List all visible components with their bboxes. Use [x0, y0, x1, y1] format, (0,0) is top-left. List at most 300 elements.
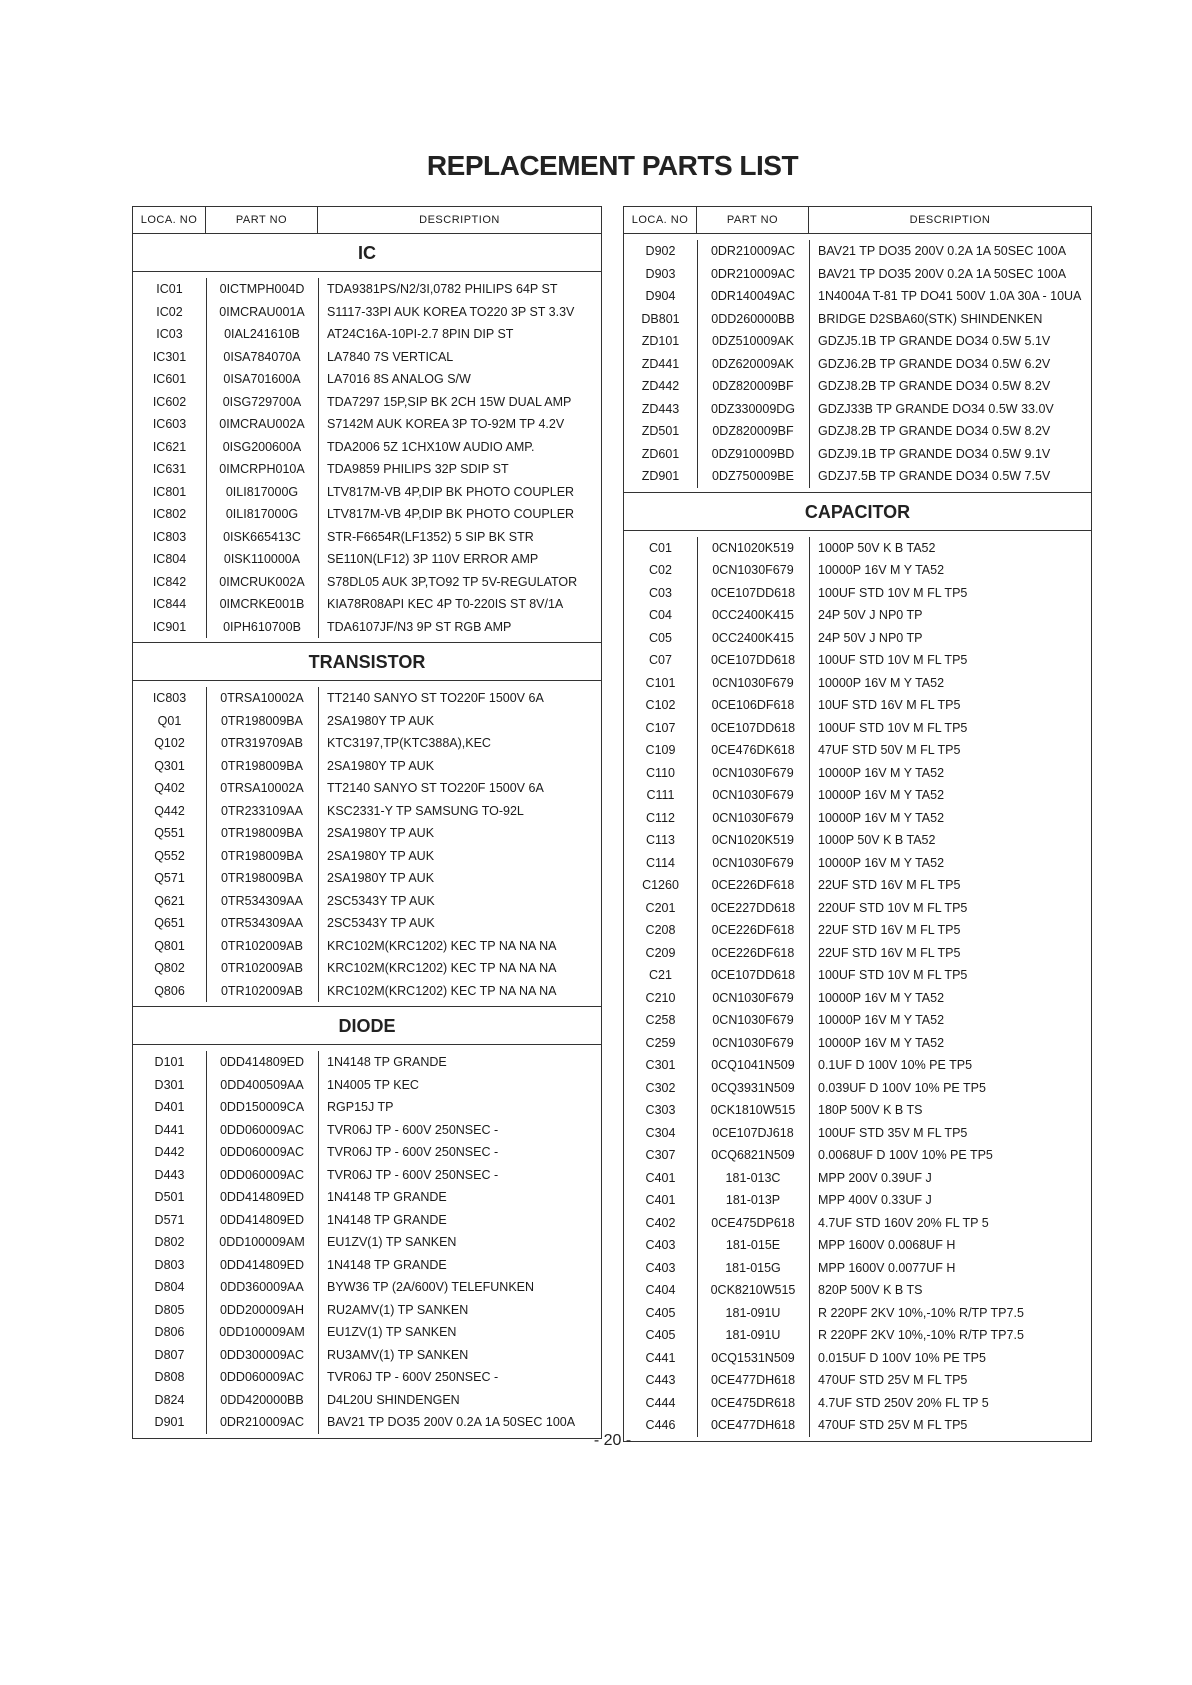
table-row: [133, 1074, 601, 1097]
part-no-cell: 0CQ3931N509: [711, 1080, 795, 1095]
part-no-cell: 0IMCRUK002A: [219, 574, 305, 589]
description-cell: KRC102M(KRC1202) KEC TP NA NA NA: [327, 983, 557, 998]
table-row: [133, 526, 601, 549]
table-row: [624, 1032, 1091, 1055]
description-cell: 10000P 16V M Y TA52: [818, 1035, 945, 1050]
part-no-cell: 0ISG729700A: [222, 394, 302, 409]
description-cell: TVR06J TP - 600V 250NSEC -: [327, 1145, 499, 1160]
table-header: [133, 207, 601, 234]
part-no-cell: 0CE477DH618: [710, 1373, 796, 1388]
table-row: [133, 1344, 601, 1367]
loca-no-cell: C111: [646, 788, 675, 803]
part-no-cell: 0CN1030F679: [712, 765, 794, 780]
loca-no-cell: C405: [645, 1328, 676, 1343]
description-cell: SE110N(LF12) 3P 110V ERROR AMP: [327, 552, 539, 567]
description-cell: LA7016 8S ANALOG S/W: [327, 372, 471, 387]
description-cell: 1000P 50V K B TA52: [818, 540, 936, 555]
loca-no-cell: C444: [645, 1395, 676, 1410]
table-row: [624, 1302, 1091, 1325]
table-row: [133, 548, 601, 571]
loca-no-cell: C110: [646, 765, 675, 780]
part-no-cell: 0ISK110000A: [223, 552, 301, 567]
part-no-cell: 0CN1030F679: [712, 990, 794, 1005]
table-row: [624, 1167, 1091, 1190]
part-no-cell: 0TRSA10002A: [220, 691, 304, 706]
loca-no-cell: D904: [645, 289, 676, 304]
part-no-cell: 0TR319709AB: [220, 736, 303, 751]
part-no-cell: 0DD414809ED: [219, 1190, 305, 1205]
loca-no-cell: D807: [154, 1347, 185, 1362]
loca-no-cell: D806: [154, 1325, 185, 1340]
loca-no-cell: C113: [646, 833, 675, 848]
table-row: [624, 398, 1091, 421]
part-no-cell: 0DD400509AA: [220, 1077, 304, 1092]
part-no-cell: 0CE226DF618: [711, 878, 795, 893]
loca-no-cell: C307: [645, 1148, 676, 1163]
table-row: [133, 822, 601, 845]
section-rows: [133, 272, 601, 643]
description-cell: 47UF STD 50V M FL TP5: [818, 743, 961, 758]
table-row: [133, 323, 601, 346]
part-no-cell: 0ILI817000G: [225, 507, 299, 522]
description-cell: 10000P 16V M Y TA52: [818, 563, 945, 578]
section-rows: [624, 531, 1091, 1441]
part-no-cell: 0CE475DR618: [710, 1395, 796, 1410]
description-cell: BRIDGE D2SBA60(STK) SHINDENKEN: [818, 311, 1043, 326]
loca-no-cell: ZD101: [641, 334, 680, 349]
table-row: [133, 1051, 601, 1074]
part-no-cell: 0TRSA10002A: [220, 781, 304, 796]
description-cell: AT24C16A-10PI-2.7 8PIN DIP ST: [327, 327, 514, 342]
loca-no-cell: Q621: [154, 893, 185, 908]
loca-no-cell: Q301: [154, 758, 185, 773]
table-row: [624, 1279, 1091, 1302]
part-no-cell: 0TR198009BA: [220, 758, 303, 773]
loca-no-cell: C403: [645, 1238, 676, 1253]
table-row: [624, 807, 1091, 830]
table-row: [624, 1324, 1091, 1347]
part-no-cell: 0ILI817000G: [225, 484, 299, 499]
table-row: [133, 1186, 601, 1209]
table-row: [133, 436, 601, 459]
table-row: [624, 987, 1091, 1010]
table-row: [133, 1209, 601, 1232]
right-parts-table: [623, 206, 1092, 1442]
table-row: [624, 1099, 1091, 1122]
description-cell: MPP 400V 0.33UF J: [818, 1193, 932, 1208]
part-no-cell: 0DZ750009BE: [711, 469, 794, 484]
table-row: [624, 1347, 1091, 1370]
table-row: [624, 694, 1091, 717]
part-no-cell: 0CE107DD618: [710, 968, 796, 983]
loca-no-cell: C209: [645, 945, 676, 960]
table-row: [133, 593, 601, 616]
loca-no-cell: C201: [645, 900, 676, 915]
description-cell: D4L20U SHINDENGEN: [327, 1392, 460, 1407]
part-no-cell: 0ISA784070A: [223, 349, 301, 364]
loca-no-cell: C1260: [642, 878, 679, 893]
table-row: [624, 582, 1091, 605]
loca-no-cell: IC844: [152, 597, 187, 612]
description-cell: 24P 50V J NP0 TP: [818, 630, 923, 645]
header-loca-no: LOCA. NO: [133, 207, 206, 233]
loca-no-cell: IC801: [152, 484, 187, 499]
table-row: [133, 1164, 601, 1187]
part-no-cell: 0CC2400K415: [711, 630, 794, 645]
description-cell: 0.039UF D 100V 10% PE TP5: [818, 1080, 986, 1095]
loca-no-cell: C01: [649, 540, 672, 555]
table-row: [624, 285, 1091, 308]
part-no-cell: 0DD300009AC: [219, 1347, 305, 1362]
loca-no-cell: C04: [649, 608, 672, 623]
loca-no-cell: C21: [649, 968, 672, 983]
table-row: [624, 829, 1091, 852]
table-row: [133, 278, 601, 301]
description-cell: TDA6107JF/N3 9P ST RGB AMP: [327, 619, 512, 634]
description-cell: EU1ZV(1) TP SANKEN: [327, 1325, 457, 1340]
description-cell: 1N4004A T-81 TP DO41 500V 1.0A 30A - 10UA: [818, 289, 1082, 304]
description-cell: 1000P 50V K B TA52: [818, 833, 936, 848]
description-cell: 220UF STD 10V M FL TP5: [818, 900, 968, 915]
loca-no-cell: Q571: [154, 871, 185, 886]
section-rows: [624, 234, 1091, 493]
loca-no-cell: D901: [154, 1415, 185, 1430]
description-cell: KIA78R08API KEC 4P T0-220IS ST 8V/1A: [327, 597, 564, 612]
table-row: [624, 964, 1091, 987]
description-cell: 100UF STD 10V M FL TP5: [818, 720, 968, 735]
table-row: [624, 308, 1091, 331]
description-cell: TDA9381PS/N2/3I,0782 PHILIPS 64P ST: [327, 282, 558, 297]
description-cell: KRC102M(KRC1202) KEC TP NA NA NA: [327, 961, 557, 976]
part-no-cell: 0CN1030F679: [712, 788, 794, 803]
part-no-cell: 181-015G: [725, 1260, 781, 1275]
part-no-cell: 0IAL241610B: [224, 327, 300, 342]
loca-no-cell: D501: [154, 1190, 185, 1205]
part-no-cell: 0CC2400K415: [711, 608, 794, 623]
loca-no-cell: C443: [645, 1373, 676, 1388]
loca-no-cell: C07: [649, 653, 672, 668]
table-row: [624, 240, 1091, 263]
loca-no-cell: C403: [645, 1260, 676, 1275]
loca-no-cell: D805: [154, 1302, 185, 1317]
description-cell: 2SA1980Y TP AUK: [327, 871, 435, 886]
table-row: [133, 1411, 601, 1434]
description-cell: 4.7UF STD 250V 20% FL TP 5: [818, 1395, 989, 1410]
description-cell: 22UF STD 16V M FL TP5: [818, 878, 961, 893]
description-cell: 2SA1980Y TP AUK: [327, 826, 435, 841]
part-no-cell: 0CQ6821N509: [711, 1148, 795, 1163]
table-row: [133, 616, 601, 639]
part-no-cell: 0DD200009AH: [219, 1302, 305, 1317]
loca-no-cell: C210: [645, 990, 676, 1005]
part-no-cell: 181-091U: [725, 1305, 781, 1320]
loca-no-cell: ZD901: [641, 469, 680, 484]
description-cell: 2SC5343Y TP AUK: [327, 916, 435, 931]
part-no-cell: 0CE226DF618: [711, 923, 795, 938]
part-no-cell: 0DD100009AM: [219, 1325, 305, 1340]
table-row: [624, 375, 1091, 398]
loca-no-cell: D101: [154, 1055, 185, 1070]
left-parts-table: [132, 206, 602, 1439]
part-no-cell: 0TR198009BA: [220, 713, 303, 728]
table-row: [133, 845, 601, 868]
loca-no-cell: D441: [154, 1122, 185, 1137]
table-row: [133, 1231, 601, 1254]
loca-no-cell: C441: [645, 1350, 676, 1365]
table-row: [133, 935, 601, 958]
loca-no-cell: Q102: [154, 736, 185, 751]
description-cell: 820P 500V K B TS: [818, 1283, 923, 1298]
table-row: [624, 1234, 1091, 1257]
table-row: [133, 301, 601, 324]
description-cell: STR-F6654R(LF1352) 5 SIP BK STR: [327, 529, 534, 544]
part-no-cell: 0DD100009AM: [219, 1235, 305, 1250]
loca-no-cell: C401: [645, 1170, 676, 1185]
loca-no-cell: Q551: [154, 826, 185, 841]
table-row: [133, 391, 601, 414]
loca-no-cell: D902: [645, 244, 676, 259]
description-cell: 0.1UF D 100V 10% PE TP5: [818, 1058, 973, 1073]
part-no-cell: 0DD420000BB: [220, 1392, 304, 1407]
loca-no-cell: Q806: [154, 983, 185, 998]
table-row: [624, 1189, 1091, 1212]
table-row: [624, 942, 1091, 965]
loca-no-cell: C102: [645, 698, 676, 713]
part-no-cell: 0DD060009AC: [219, 1370, 305, 1385]
loca-no-cell: IC603: [152, 417, 187, 432]
table-row: [133, 458, 601, 481]
table-row: [624, 465, 1091, 488]
description-cell: GDZJ8.2B TP GRANDE DO34 0.5W 8.2V: [818, 379, 1051, 394]
table-row: [133, 481, 601, 504]
table-row: [624, 420, 1091, 443]
loca-no-cell: C112: [646, 810, 675, 825]
section-title-ic: IC: [133, 234, 601, 272]
description-cell: 2SA1980Y TP AUK: [327, 758, 435, 773]
description-cell: GDZJ6.2B TP GRANDE DO34 0.5W 6.2V: [818, 356, 1051, 371]
table-row: [624, 649, 1091, 672]
loca-no-cell: C303: [645, 1103, 676, 1118]
loca-no-cell: C302: [645, 1080, 676, 1095]
table-row: [624, 1144, 1091, 1167]
loca-no-cell: C258: [645, 1013, 676, 1028]
table-row: [624, 1392, 1091, 1415]
loca-no-cell: D571: [154, 1212, 185, 1227]
loca-no-cell: C301: [645, 1058, 676, 1073]
loca-no-cell: D443: [154, 1167, 185, 1182]
header-part-no: PART NO: [697, 207, 809, 233]
part-no-cell: 0CN1030F679: [712, 1035, 794, 1050]
description-cell: 10000P 16V M Y TA52: [818, 675, 945, 690]
part-no-cell: 0CE226DF618: [711, 945, 795, 960]
table-row: [624, 1257, 1091, 1280]
header-description: DESCRIPTION: [909, 214, 991, 226]
description-cell: 180P 500V K B TS: [818, 1103, 923, 1118]
description-cell: 10000P 16V M Y TA52: [818, 788, 945, 803]
page-title: REPLACEMENT PARTS LIST: [426, 150, 799, 181]
description-cell: LTV817M-VB 4P,DIP BK PHOTO COUPLER: [327, 484, 575, 499]
loca-no-cell: IC02: [156, 304, 183, 319]
description-cell: 1N4148 TP GRANDE: [327, 1257, 447, 1272]
table-row: [133, 957, 601, 980]
part-no-cell: 181-013C: [725, 1170, 781, 1185]
part-no-cell: 0CQ1041N509: [711, 1058, 795, 1073]
description-cell: GDZJ33B TP GRANDE DO34 0.5W 33.0V: [818, 401, 1054, 416]
page-number: - 20 -: [593, 1432, 632, 1449]
part-no-cell: 181-091U: [725, 1328, 781, 1343]
description-cell: BAV21 TP DO35 200V 0.2A 1A 50SEC 100A: [818, 266, 1067, 281]
part-no-cell: 0DR210009AC: [710, 244, 796, 259]
loca-no-cell: Q442: [154, 803, 185, 818]
table-row: [624, 559, 1091, 582]
table-row: [133, 1254, 601, 1277]
loca-no-cell: D903: [645, 266, 676, 281]
table-row: [133, 1141, 601, 1164]
part-no-cell: 0IMCRAU002A: [219, 417, 305, 432]
description-cell: 2SC5343Y TP AUK: [327, 893, 435, 908]
description-cell: 24P 50V J NP0 TP: [818, 608, 923, 623]
loca-no-cell: D808: [154, 1370, 185, 1385]
loca-no-cell: C107: [645, 720, 676, 735]
part-no-cell: 0CN1030F679: [712, 810, 794, 825]
part-no-cell: 0CE106DF618: [711, 698, 795, 713]
table-row: [624, 537, 1091, 560]
header-loca-no: LOCA. NO: [624, 207, 697, 233]
description-cell: MPP 1600V 0.0077UF H: [818, 1260, 956, 1275]
description-cell: 1N4005 TP KEC: [327, 1077, 419, 1092]
part-no-cell: 0CE227DD618: [710, 900, 796, 915]
table-row: [133, 413, 601, 436]
table-row: [624, 919, 1091, 942]
section-title-transistor: TRANSISTOR: [133, 643, 601, 681]
part-no-cell: 181-013P: [725, 1193, 781, 1208]
table-row: [624, 1077, 1091, 1100]
table-row: [624, 1054, 1091, 1077]
part-no-cell: 0TR198009BA: [220, 848, 303, 863]
loca-no-cell: IC01: [156, 282, 183, 297]
description-cell: 2SA1980Y TP AUK: [327, 713, 435, 728]
description-cell: 100UF STD 10V M FL TP5: [818, 968, 968, 983]
loca-no-cell: ZD501: [641, 424, 680, 439]
description-cell: TDA2006 5Z 1CHX10W AUDIO AMP.: [327, 439, 535, 454]
table-header: [624, 207, 1091, 234]
section-rows: [133, 681, 601, 1007]
section-title-capacitor: CAPACITOR: [624, 493, 1091, 531]
table-row: [133, 732, 601, 755]
loca-no-cell: C405: [645, 1305, 676, 1320]
description-cell: 4.7UF STD 160V 20% FL TP 5: [818, 1215, 989, 1230]
part-no-cell: 0DD060009AC: [219, 1167, 305, 1182]
part-no-cell: 0DR210009AC: [710, 266, 796, 281]
part-no-cell: 0CE107DJ618: [712, 1125, 794, 1140]
table-row: [624, 1122, 1091, 1145]
part-no-cell: 0CK1810W515: [710, 1103, 796, 1118]
part-no-cell: 0CE475DP618: [711, 1215, 795, 1230]
table-row: [624, 1369, 1091, 1392]
description-cell: EU1ZV(1) TP SANKEN: [327, 1235, 457, 1250]
loca-no-cell: DB801: [641, 311, 680, 326]
part-no-cell: 0CE107DD618: [710, 585, 796, 600]
part-no-cell: 0ICTMPH004D: [219, 282, 305, 297]
description-cell: 10000P 16V M Y TA52: [818, 810, 945, 825]
loca-no-cell: C404: [645, 1283, 676, 1298]
loca-no-cell: Q802: [154, 961, 185, 976]
header-part-no: PART NO: [206, 207, 318, 233]
part-no-cell: 0CN1030F679: [712, 675, 794, 690]
loca-no-cell: C304: [645, 1125, 676, 1140]
part-no-cell: 181-015E: [725, 1238, 781, 1253]
part-no-cell: 0ISA701600A: [223, 372, 301, 387]
part-no-cell: 0CN1030F679: [712, 855, 794, 870]
loca-no-cell: C114: [646, 855, 675, 870]
loca-no-cell: C109: [645, 743, 676, 758]
loca-no-cell: ZD442: [641, 379, 680, 394]
header-description: DESCRIPTION: [419, 214, 500, 226]
part-no-cell: 0CN1030F679: [712, 563, 794, 578]
table-row: [624, 784, 1091, 807]
part-no-cell: 0TR233109AA: [220, 803, 303, 818]
part-no-cell: 0DD060009AC: [219, 1145, 305, 1160]
description-cell: 100UF STD 35V M FL TP5: [818, 1125, 968, 1140]
part-no-cell: 0TR198009BA: [220, 871, 303, 886]
table-row: [624, 717, 1091, 740]
description-cell: TDA9859 PHILIPS 32P SDIP ST: [327, 462, 509, 477]
loca-no-cell: D824: [154, 1392, 185, 1407]
loca-no-cell: IC602: [152, 394, 187, 409]
table-row: [133, 912, 601, 935]
table-row: [624, 604, 1091, 627]
table-row: [133, 710, 601, 733]
loca-no-cell: C02: [649, 563, 672, 578]
part-no-cell: 0DZ910009BD: [711, 446, 795, 461]
description-cell: 2SA1980Y TP AUK: [327, 848, 435, 863]
loca-no-cell: D401: [154, 1100, 185, 1115]
part-no-cell: 0DZ820009BF: [712, 379, 794, 394]
loca-no-cell: IC301: [152, 349, 187, 364]
description-cell: BYW36 TP (2A/600V) TELEFUNKEN: [327, 1280, 535, 1295]
description-cell: 10000P 16V M Y TA52: [818, 990, 945, 1005]
description-cell: 10000P 16V M Y TA52: [818, 1013, 945, 1028]
table-row: [624, 874, 1091, 897]
table-row: [133, 503, 601, 526]
table-row: [624, 672, 1091, 695]
table-row: [133, 800, 601, 823]
part-no-cell: 0DZ510009AK: [711, 334, 794, 349]
loca-no-cell: IC03: [156, 327, 183, 342]
description-cell: GDZJ8.2B TP GRANDE DO34 0.5W 8.2V: [818, 424, 1051, 439]
table-row: [624, 330, 1091, 353]
description-cell: RU2AMV(1) TP SANKEN: [327, 1302, 469, 1317]
loca-no-cell: D802: [154, 1235, 185, 1250]
description-cell: GDZJ9.1B TP GRANDE DO34 0.5W 9.1V: [818, 446, 1051, 461]
loca-no-cell: D803: [154, 1257, 185, 1272]
table-row: [133, 1321, 601, 1344]
description-cell: 10000P 16V M Y TA52: [818, 855, 945, 870]
part-no-cell: 0DD414809ED: [219, 1257, 305, 1272]
description-cell: R 220PF 2KV 10%,-10% R/TP TP7.5: [818, 1305, 1024, 1320]
table-row: [624, 263, 1091, 286]
part-no-cell: 0IMCRKE001B: [219, 597, 305, 612]
part-no-cell: 0IPH610700B: [223, 619, 301, 634]
section-rows: [133, 1045, 601, 1438]
description-cell: RU3AMV(1) TP SANKEN: [327, 1347, 469, 1362]
table-row: [133, 346, 601, 369]
loca-no-cell: IC901: [152, 619, 187, 634]
loca-no-cell: IC621: [152, 439, 187, 454]
loca-no-cell: C101: [645, 675, 676, 690]
part-no-cell: 0TR534309AA: [220, 916, 303, 931]
part-no-cell: 0TR102009AB: [220, 961, 303, 976]
